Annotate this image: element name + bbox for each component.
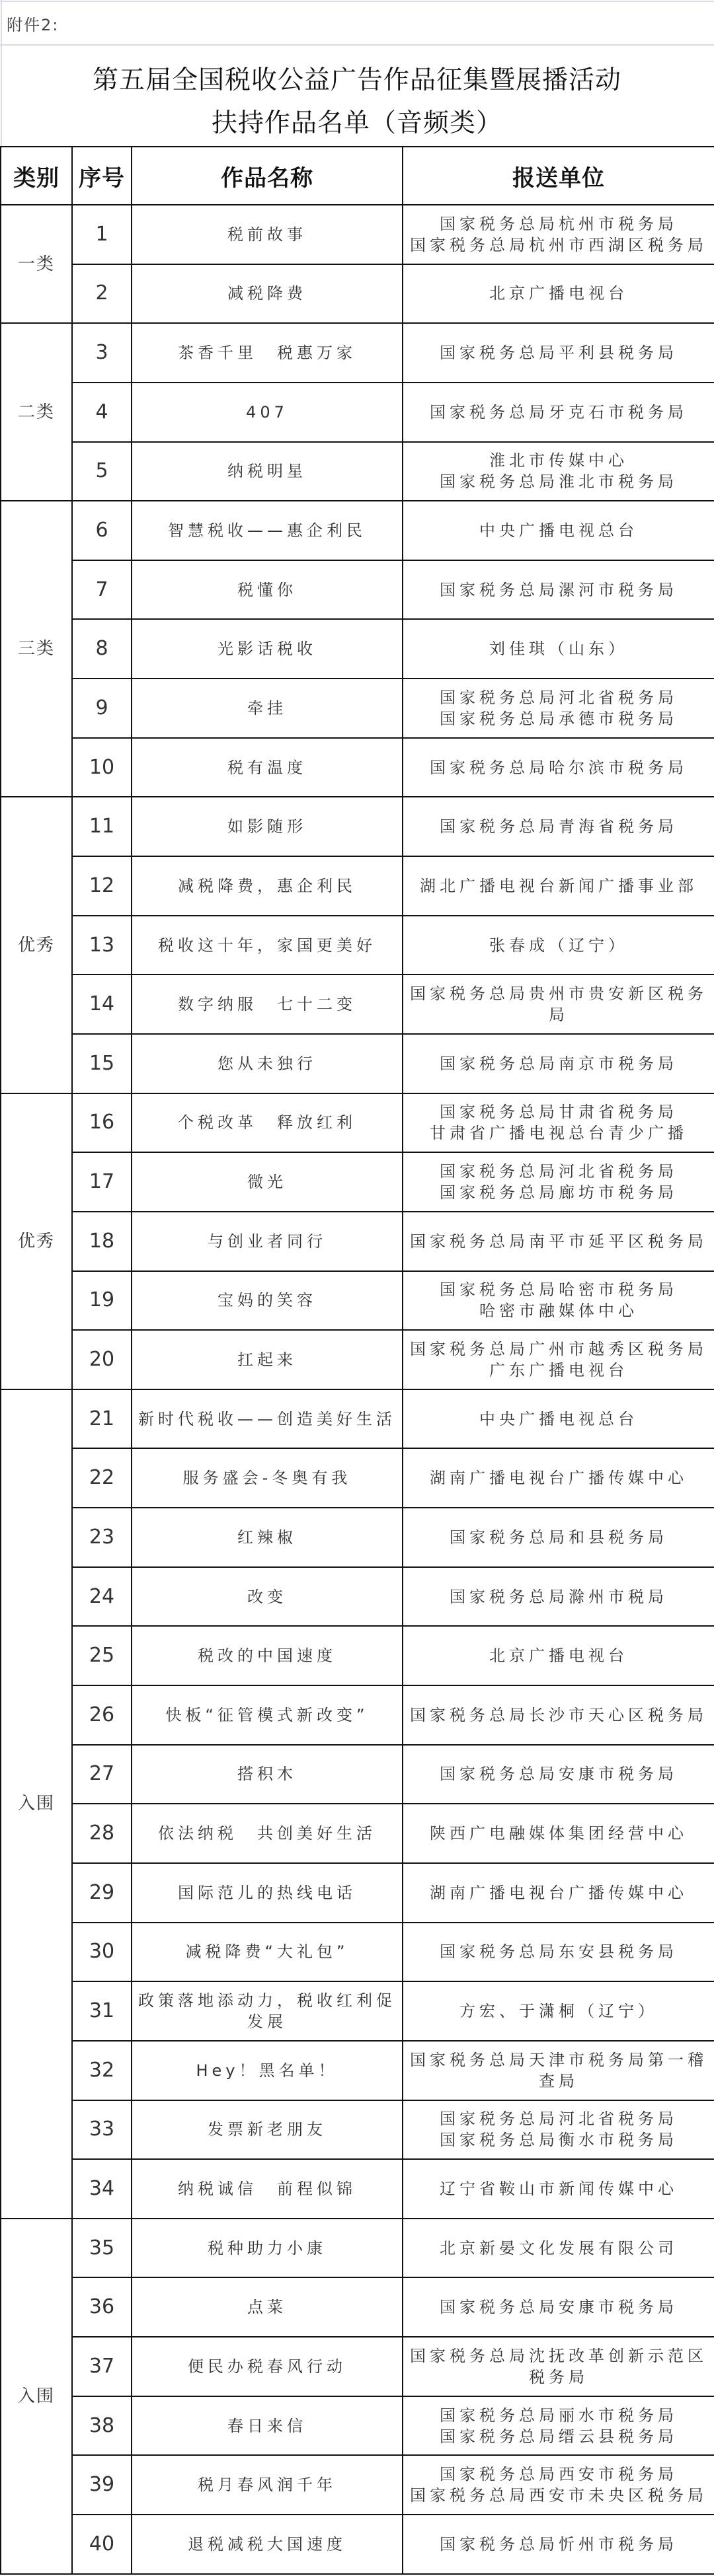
table-row [1,205,714,264]
number-cell: 26 [72,1685,132,1745]
unit-line: 国家税务总局天津市税务局第一稽查局 [410,2050,707,2090]
page-title: 第五届全国税收公益广告作品征集暨展播活动 [92,65,621,95]
submitting-unit-cell [403,1626,714,1685]
header-number: 序号 [72,147,132,205]
submitting-unit-cell [403,1981,714,2041]
submitting-unit-cell [403,1745,714,1804]
number-cell: 4 [72,383,132,442]
unit-line: 国家税务总局承德市税务局 [440,709,678,728]
number-cell: 12 [72,856,132,916]
work-title-cell: 税种助力小康 [132,2219,403,2278]
unit-line: 国家税务总局丽水市税务局 [440,2406,678,2425]
unit-line: 国家税务总局广州市越秀区税务局 [410,1339,707,1358]
table-row [1,2277,714,2337]
submitting-unit-cell [403,1093,714,1153]
unit-line: 国家税务总局杭州市西湖区税务局 [410,235,707,254]
unit-line: 国家税务总局和县税务局 [450,1527,668,1547]
work-title-cell: 税改的中国速度 [132,1626,403,1685]
unit-line: 国家税务总局漯河市税务局 [440,580,678,599]
unit-line: 辽宁省鞍山市新闻传媒中心 [440,2179,678,2198]
table-row [1,1093,714,1153]
table-row [1,2219,714,2278]
work-title-cell: 国际范儿的热线电话 [132,1863,403,1923]
unit-line: 陕西广电融媒体集团经营中心 [430,1824,688,1843]
submitting-unit-cell [403,1448,714,1508]
work-title-cell: 快板“征管模式新改变” [132,1685,403,1745]
number-cell: 36 [72,2277,132,2337]
table-row [1,1804,714,1863]
submitting-unit-cell [403,383,714,442]
work-title-cell: 茶香千里 税惠万家 [132,323,403,383]
table-row [1,264,714,324]
table-row [1,1330,714,1389]
category-cell: 优秀 [1,797,72,1093]
submitting-unit-cell [403,797,714,856]
number-cell: 21 [72,1389,132,1449]
table-row [1,1981,714,2041]
number-cell: 11 [72,797,132,856]
work-title-cell: 政策落地添动力，税收红利促发展 [132,1981,403,2041]
table-row [1,2396,714,2456]
number-cell: 33 [72,2100,132,2160]
unit-line: 刘佳琪（山东） [489,640,628,659]
number-cell: 22 [72,1448,132,1508]
unit-line: 国家税务总局平利县税务局 [440,344,678,363]
unit-line: 国家税务总局贵州市贵安新区税务局 [410,984,707,1025]
unit-line: 国家税务总局杭州市税务局 [440,214,678,233]
unit-line: 湖南广播电视台广播传媒中心 [430,1469,688,1488]
work-title-cell: 减税降费 [132,264,403,324]
number-cell: 8 [72,619,132,679]
work-title-cell: 税收这十年，家国更美好 [132,916,403,975]
sheet-gridline [0,1,714,2]
table-row [1,738,714,797]
unit-line: 国家税务总局淮北市税务局 [440,472,678,492]
header-work-title: 作品名称 [132,147,403,205]
number-cell: 5 [72,442,132,501]
work-title-cell: 点菜 [132,2277,403,2337]
number-cell: 10 [72,738,132,797]
submitting-unit-cell [403,1508,714,1567]
number-cell: 17 [72,1152,132,1212]
table-row [1,560,714,620]
submitting-unit-cell [403,1863,714,1923]
submitting-unit-cell [403,1685,714,1745]
number-cell: 32 [72,2041,132,2100]
unit-line: 国家税务总局河北省税务局 [440,2110,678,2129]
table-header-row [1,147,714,205]
unit-line: 湖北广播电视台新闻广播事业部 [420,876,697,895]
table-row [1,1271,714,1331]
table-row [1,2100,714,2160]
unit-line: 国家税务总局忻州市税务局 [440,2534,678,2554]
submitting-unit-cell [403,2455,714,2515]
number-cell: 35 [72,2219,132,2278]
table-row [1,1212,714,1271]
table-row [1,323,714,383]
submitting-unit-cell [403,1330,714,1389]
work-title-cell: 智慧税收——惠企利民 [132,501,403,560]
sheet-gridline [0,44,714,46]
number-cell: 25 [72,1626,132,1685]
unit-line: 国家税务总局安康市税务局 [440,2298,678,2317]
table-row [1,1508,714,1567]
table-row [1,916,714,975]
submitting-unit-cell [403,1804,714,1863]
unit-line: 张春成（辽宁） [489,936,628,955]
unit-line: 中央广播电视总台 [479,521,638,540]
unit-line: 国家税务总局东安县税务局 [440,1942,678,1962]
number-cell: 38 [72,2396,132,2456]
number-cell: 37 [72,2337,132,2396]
work-title-cell: 税有温度 [132,738,403,797]
submitting-unit-cell [403,2041,714,2100]
number-cell: 1 [72,205,132,264]
work-title-cell: 407 [132,383,403,442]
work-title-cell: 税月春风润千年 [132,2455,403,2515]
work-title-cell: 搭积木 [132,1745,403,1804]
number-cell: 9 [72,679,132,738]
work-title-cell: 减税降费“大礼包” [132,1923,403,1982]
unit-line: 国家税务总局牙克石市税务局 [430,402,688,422]
unit-line: 国家税务总局哈密市税务局 [440,1280,678,1300]
number-cell: 7 [72,560,132,620]
category-cell: 优秀 [1,1093,72,1389]
table-row [1,679,714,738]
unit-line: 国家税务总局滁州市税局 [450,1587,668,1606]
submitting-unit-cell [403,975,714,1034]
table-row [1,2159,714,2219]
submitting-unit-cell [403,1923,714,1982]
work-title-cell: 扛起来 [132,1330,403,1389]
table-row [1,1685,714,1745]
submitting-unit-cell [403,2100,714,2160]
work-title-cell: 微光 [132,1152,403,1212]
unit-line: 北京新晏文化发展有限公司 [440,2238,678,2258]
work-title-cell: 税懂你 [132,560,403,620]
unit-line: 国家税务总局衡水市税务局 [440,2131,678,2150]
number-cell: 18 [72,1212,132,1271]
table-row [1,1923,714,1982]
submitting-unit-cell [403,1152,714,1212]
unit-line: 淮北市传媒中心 [489,451,628,470]
unit-line: 国家税务总局西安市未央区税务局 [410,2486,707,2505]
unit-line: 方宏、于潇桐（辽宁） [459,2002,658,2021]
page-subtitle: 扶持作品名单（音频类） [211,108,502,138]
submitting-unit-cell [403,2396,714,2456]
work-title-cell: Hey！黑名单！ [132,2041,403,2100]
work-title-cell: 红辣椒 [132,1508,403,1567]
table-row [1,975,714,1034]
number-cell: 30 [72,1923,132,1982]
table-row [1,442,714,501]
unit-line: 国家税务总局缙云县税务局 [440,2427,678,2446]
unit-line: 国家税务总局长沙市天心区税务局 [410,1705,707,1724]
number-cell: 23 [72,1508,132,1567]
category-cell: 三类 [1,501,72,797]
work-title-cell: 如影随形 [132,797,403,856]
unit-line: 中央广播电视总台 [479,1409,638,1428]
submitting-unit-cell [403,2219,714,2278]
number-cell: 34 [72,2159,132,2219]
work-title-cell: 税前故事 [132,205,403,264]
number-cell: 15 [72,1034,132,1093]
work-title-cell: 与创业者同行 [132,1212,403,1271]
number-cell: 19 [72,1271,132,1331]
work-title-cell: 依法纳税 共创美好生活 [132,1804,403,1863]
work-title-cell: 新时代税收——创造美好生活 [132,1389,403,1449]
number-cell: 27 [72,1745,132,1804]
unit-line: 国家税务总局南平市延平区税务局 [410,1232,707,1251]
submitting-unit-cell [403,2337,714,2396]
submitting-unit-cell [403,856,714,916]
work-title-cell: 您从未独行 [132,1034,403,1093]
table-row [1,2337,714,2396]
category-cell: 二类 [1,323,72,501]
table-row [1,1567,714,1627]
submitting-unit-cell [403,2159,714,2219]
unit-line: 国家税务总局沈抚改革创新示范区税务局 [410,2346,707,2386]
table-row [1,1034,714,1093]
submitting-unit-cell [403,679,714,738]
submitting-unit-cell [403,1271,714,1331]
work-title-cell: 发票新老朋友 [132,2100,403,2160]
unit-line: 哈密市融媒体中心 [479,1302,638,1321]
number-cell: 3 [72,323,132,383]
submitting-unit-cell [403,619,714,679]
unit-line: 国家税务总局河北省税务局 [440,688,678,707]
number-cell: 28 [72,1804,132,1863]
work-title-cell: 宝妈的笑容 [132,1271,403,1331]
table-row [1,2041,714,2100]
category-cell: 入围 [1,2219,72,2574]
number-cell: 6 [72,501,132,560]
work-title-cell: 改变 [132,1567,403,1627]
submitting-unit-cell [403,1389,714,1449]
unit-line: 国家税务总局甘肃省税务局 [440,1103,678,1122]
header-submitting-unit: 报送单位 [403,147,714,205]
submitting-unit-cell [403,1212,714,1271]
number-cell: 20 [72,1330,132,1389]
submitting-unit-cell [403,1567,714,1627]
table-row [1,856,714,916]
category-cell: 入围 [1,1389,72,2219]
unit-line: 北京广播电视台 [489,1646,628,1666]
category-cell: 一类 [1,205,72,323]
unit-line: 国家税务总局廊坊市税务局 [440,1183,678,1202]
submitting-unit-cell [403,2515,714,2574]
awards-table [0,146,714,2575]
table-row [1,1626,714,1685]
unit-line: 北京广播电视台 [489,284,628,303]
work-title-cell: 数字纳服 七十二变 [132,975,403,1034]
table-row [1,1745,714,1804]
work-title-cell: 光影话税收 [132,619,403,679]
number-cell: 16 [72,1093,132,1153]
work-title-cell: 退税减税大国速度 [132,2515,403,2574]
unit-line: 国家税务总局安康市税务局 [440,1765,678,1784]
unit-line: 国家税务总局青海省税务局 [440,817,678,836]
submitting-unit-cell [403,442,714,501]
attachment-label: 附件2: [7,16,60,34]
submitting-unit-cell [403,560,714,620]
work-title-cell: 春日来信 [132,2396,403,2456]
submitting-unit-cell [403,205,714,264]
unit-line: 甘肃省广播电视总台青少广播 [430,1124,688,1143]
table-body [1,205,714,2574]
unit-line: 国家税务总局河北省税务局 [440,1162,678,1181]
submitting-unit-cell [403,323,714,383]
unit-line: 国家税务总局南京市税务局 [440,1054,678,1073]
work-title-cell: 便民办税春风行动 [132,2337,403,2396]
table-row [1,1389,714,1449]
table-row [1,2515,714,2574]
table-row [1,501,714,560]
submitting-unit-cell [403,1034,714,1093]
unit-line: 湖南广播电视台广播传媒中心 [430,1883,688,1902]
table-row [1,1448,714,1508]
number-cell: 13 [72,916,132,975]
table-row [1,1152,714,1212]
submitting-unit-cell [403,916,714,975]
table-row [1,797,714,856]
work-title-cell: 纳税明星 [132,442,403,501]
work-title-cell: 个税改革 释放红利 [132,1093,403,1153]
unit-line: 广东广播电视台 [489,1360,628,1380]
work-title-cell: 服务盛会-冬奥有我 [132,1448,403,1508]
table-row [1,383,714,442]
work-title-cell: 纳税诚信 前程似锦 [132,2159,403,2219]
number-cell: 24 [72,1567,132,1627]
unit-line: 国家税务总局哈尔滨市税务局 [430,758,688,777]
table-row [1,1863,714,1923]
table-row [1,2455,714,2515]
submitting-unit-cell [403,2277,714,2337]
work-title-cell: 减税降费，惠企利民 [132,856,403,916]
number-cell: 40 [72,2515,132,2574]
unit-line: 国家税务总局西安市税务局 [440,2465,678,2484]
submitting-unit-cell [403,264,714,324]
number-cell: 39 [72,2455,132,2515]
table-row [1,619,714,679]
number-cell: 14 [72,975,132,1034]
work-title-cell: 牵挂 [132,679,403,738]
number-cell: 31 [72,1981,132,2041]
submitting-unit-cell [403,501,714,560]
header-category: 类别 [1,147,72,205]
submitting-unit-cell [403,738,714,797]
number-cell: 2 [72,264,132,324]
number-cell: 29 [72,1863,132,1923]
